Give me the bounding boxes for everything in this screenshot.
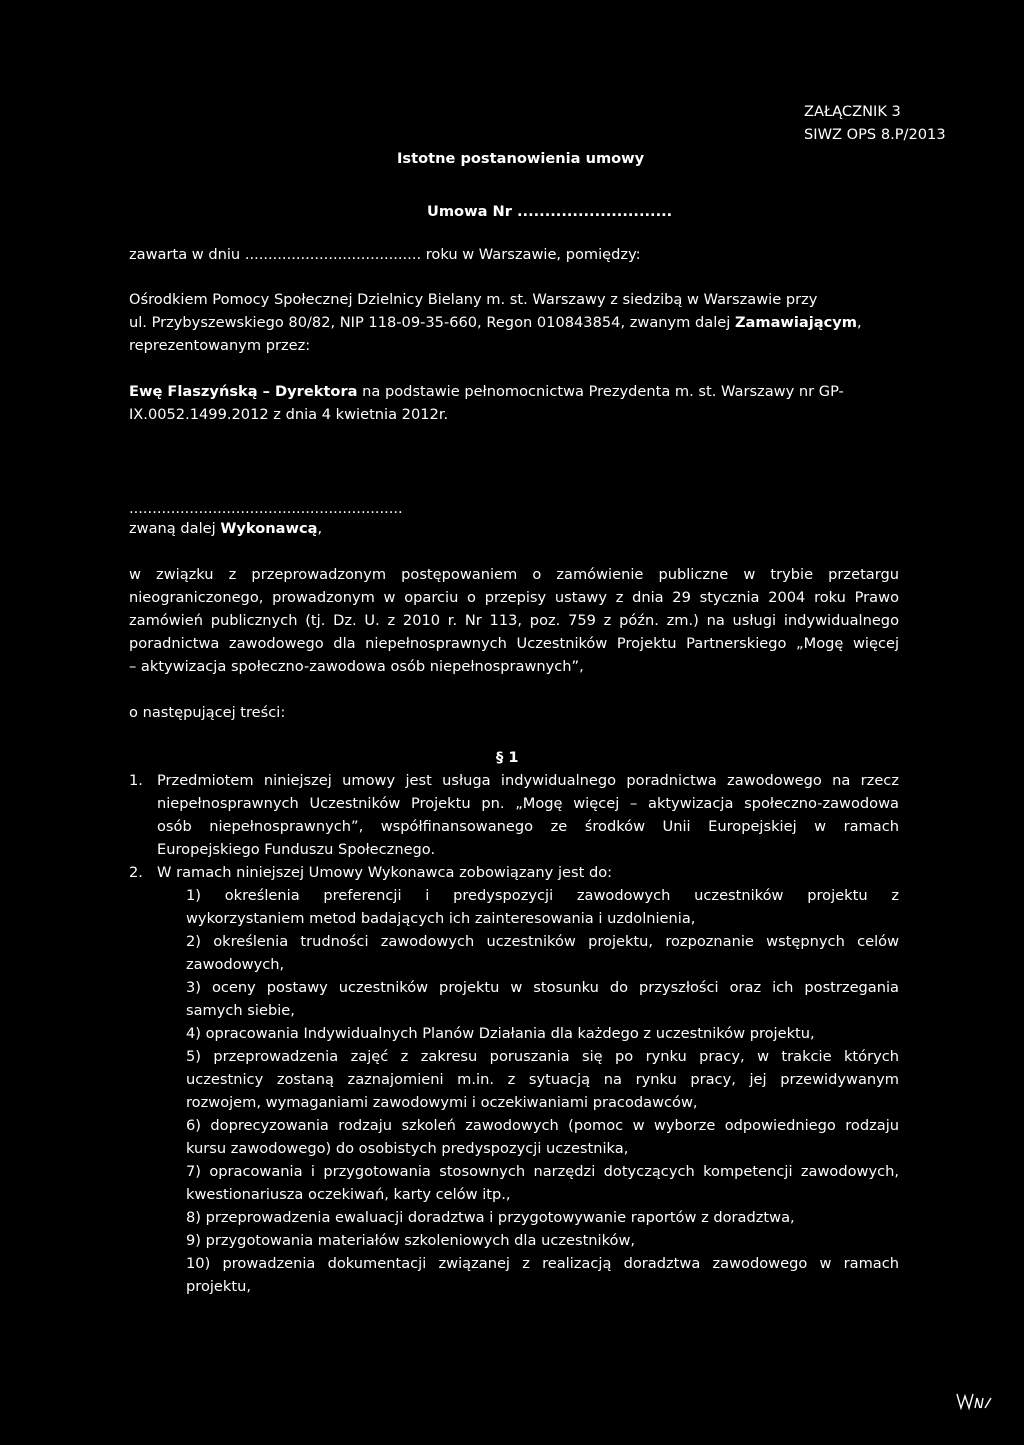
paragraph-2-number: 2. — [129, 864, 143, 881]
list-item-1-line-2: wykorzystaniem metod badających ich zainteresowania i uzdolnienia, — [186, 910, 696, 927]
list-item-5-line-1: 5) przeprowadzenia zajęć z zakresu poruszania się po rynku pracy, w trakcie których — [186, 1048, 899, 1065]
list-item-5-line-3: rozwojem, wymaganiami zawodowymi i oczekiwaniami pracodawców, — [186, 1094, 698, 1111]
contractor-term: Wykonawcą — [220, 520, 318, 537]
list-item-8-line-1: 8) przeprowadzenia ewaluacji doradztwa i przygotowywanie raportów z doradztwa, — [186, 1209, 795, 1226]
paragraph-1-line-2: niepełnosprawnych Uczestników Projektu pn. „Mogę więcej – aktywizacja społeczno-zawodowa — [157, 795, 899, 812]
following-content-label: o następującej treści: — [129, 704, 286, 721]
list-item-7-line-2: kwestionariusza oczekiwań, karty celów itp., — [186, 1186, 511, 1203]
list-item-10-line-1: 10) prowadzenia dokumentacji związanej z realizacją doradztwa zawodowego w ramach — [186, 1255, 899, 1272]
party1-line-2: ul. Przybyszewskiego 80/82, NIP 118-09-35-660, Regon 010843854, zwanym dalej Zamawiającym, — [129, 314, 862, 331]
preamble-line-4: poradnictwa zawodowego dla niepełnosprawnych Uczestników Projektu Partnerskiego „Mogę więcej — [129, 635, 899, 652]
paragraph-1-line-1: Przedmiotem niniejszej umowy jest usługa indywidualnego poradnictwa zawodowego na rzecz — [157, 772, 899, 789]
paragraph-1-line-4: Europejskiego Funduszu Społecznego. — [157, 841, 436, 858]
list-item-10-line-2: projektu, — [186, 1278, 251, 1295]
paragraph-1-line-3: osób niepełnosprawnych”, współfinansowanego ze środków Unii Europejskiej w ramach — [157, 818, 899, 835]
list-item-2-line-1: 2) określenia trudności zawodowych uczestników projektu, rozpoznanie wstępnych celów — [186, 933, 899, 950]
client-term: Zamawiającym — [734, 314, 857, 331]
contractor-blank: ........................................................... — [129, 500, 403, 517]
list-item-7-line-1: 7) opracowania i przygotowania stosownych narzędzi dotyczących kompetencji zawodowych, — [186, 1163, 899, 1180]
contractor-line: zwaną dalej Wykonawcą, — [129, 520, 323, 537]
list-item-1-line-1: 1) określenia preferencji i predyspozycji zawodowych uczestników projektu z — [186, 887, 899, 904]
representative-line-1: Ewę Flaszyńską – Dyrektora na podstawie pełnomocnictwa Prezydenta m. st. Warszawy nr GP- — [129, 383, 844, 400]
preamble-line-5: – aktywizacja społeczno-zawodowa osób niepełnosprawnych”, — [129, 658, 584, 675]
list-item-6-line-2: kursu zawodowego) do osobistych predyspozycji uczestnika, — [186, 1140, 629, 1157]
list-item-5-line-2: uczestnicy zostaną zaznajomieni m.in. z sytuacją na rynku pracy, jej przewidywanym — [186, 1071, 899, 1088]
attachment-label: ZAŁĄCZNIK 3 — [804, 103, 901, 120]
list-item-3-line-2: samych siebie, — [186, 1002, 295, 1019]
representative-name: Ewę Flaszyńską – Dyrektora — [129, 383, 358, 400]
paragraph-2-line-1: W ramach niniejszej Umowy Wykonawca zobowiązany jest do: — [157, 864, 613, 881]
list-item-9-line-1: 9) przygotowania materiałów szkoleniowych dla uczestników, — [186, 1232, 636, 1249]
initials-signature-icon — [955, 1390, 995, 1412]
party1-line-3: reprezentowanym przez: — [129, 337, 311, 354]
list-item-3-line-1: 3) oceny postawy uczestników projektu w stosunku do przyszłości oraz ich postrzegania — [186, 979, 899, 996]
list-item-2-line-2: zawodowych, — [186, 956, 285, 973]
reference-number: SIWZ OPS 8.P/2013 — [804, 126, 946, 143]
concluded-line: zawarta w dniu ...................................... roku w Warszawie, pomiędzy: — [129, 246, 641, 263]
party1-line-1: Ośrodkiem Pomocy Społecznej Dzielnicy Bielany m. st. Warszawy z siedzibą w Warszawie przy — [129, 291, 818, 308]
list-item-6-line-1: 6) doprecyzowania rodzaju szkoleń zawodowych (pomoc w wyborze odpowiedniego rodzaju — [186, 1117, 899, 1134]
preamble-line-2: nieograniczonego, prowadzonym w oparciu o przepisy ustawy z dnia 29 stycznia 2004 roku Prawo — [129, 589, 899, 606]
preamble-line-3: zamówień publicznych (tj. Dz. U. z 2010 r. Nr 113, poz. 759 z późn. zm.) na usługi indywidualnego — [129, 612, 899, 629]
list-item-4-line-1: 4) opracowania Indywidualnych Planów Działania dla każdego z uczestników projektu, — [186, 1025, 815, 1042]
contract-number: Umowa Nr ............................ — [427, 203, 673, 220]
section-heading: § 1 — [496, 749, 519, 766]
preamble-line-1: w związku z przeprowadzonym postępowaniem o zamówienie publiczne w trybie przetargu — [129, 566, 899, 583]
representative-line-2: IX.0052.1499.2012 z dnia 4 kwietnia 2012r. — [129, 406, 449, 423]
paragraph-1-number: 1. — [129, 772, 143, 789]
document-title: Istotne postanowienia umowy — [397, 150, 645, 167]
